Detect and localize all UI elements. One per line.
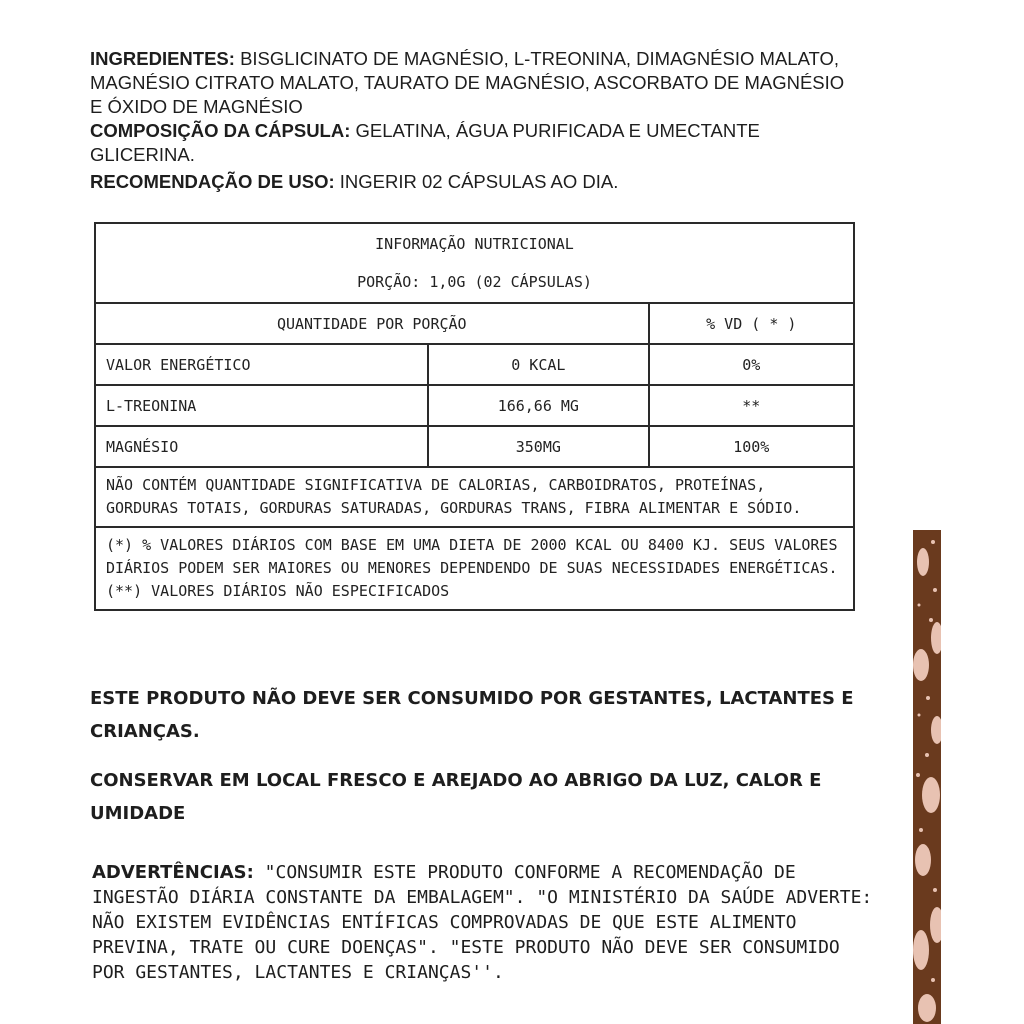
nutrition-header-row	[95, 303, 854, 344]
row-name: L-TREONINA	[95, 385, 428, 426]
usage-label: RECOMENDAÇÃO DE USO:	[90, 171, 335, 192]
header-vd: % VD ( * )	[649, 303, 854, 344]
usage-recommendation-paragraph	[90, 170, 860, 194]
ingredients-text: BISGLICINATO DE MAGNÉSIO, L-TREONINA, DIMAGNÉSIO MALATO, MAGNÉSIO CITRATO MALATO, TAURATO DE MAGNÉSIO, ASCORBATO DE MAGNÉSIO E ÓXIDO DE MAGNÉSIO	[90, 48, 845, 117]
row-vd: 0%	[649, 344, 854, 385]
unspecified-values-note: (**) VALORES DIÁRIOS NÃO ESPECIFICADOS	[106, 582, 450, 600]
table-row	[95, 344, 854, 385]
table-row	[95, 385, 854, 426]
nutrition-note-daily-values	[95, 527, 854, 610]
capsule-composition-paragraph	[90, 119, 860, 167]
storage-instructions: CONSERVAR EM LOCAL FRESCO E AREJADO AO ABRIGO DA LUZ, CALOR E UMIDADE	[90, 770, 822, 824]
capsule-label: COMPOSIÇÃO DA CÁPSULA:	[90, 120, 351, 141]
nutrition-portion: PORÇÃO: 1,0G (02 CÁPSULAS)	[357, 273, 592, 291]
nutrition-note-insignificant: NÃO CONTÉM QUANTIDADE SIGNIFICATIVA DE CALORIAS, CARBOIDRATOS, PROTEÍNAS, GORDURAS TOTAIS, GORDURAS SATURADAS, GORDURAS TRANS, FIBRA ALIMENTAR E SÓDIO.	[95, 467, 854, 527]
decorative-pattern-graphic	[913, 530, 941, 1024]
row-name: VALOR ENERGÉTICO	[95, 344, 428, 385]
table-row	[95, 426, 854, 467]
row-name: MAGNÉSIO	[95, 426, 428, 467]
nutrition-table	[94, 222, 855, 611]
row-vd: 100%	[649, 426, 854, 467]
row-amount: 350MG	[428, 426, 648, 467]
usage-text: INGERIR 02 CÁPSULAS AO DIA.	[339, 171, 619, 192]
row-amount: 166,66 MG	[428, 385, 648, 426]
nutrition-title: INFORMAÇÃO NUTRICIONAL	[375, 235, 574, 253]
daily-values-note: (*) % VALORES DIÁRIOS COM BASE EM UMA DIETA DE 2000 KCAL OU 8400 KJ. SEUS VALORES DIÁRIOS PODEM SER MAIORES OU MENORES DEPENDENDO DE SUAS NECESSIDADES ENERGÉTICAS.	[106, 536, 838, 577]
decorative-side-strip	[913, 530, 941, 1024]
capsule-text: GELATINA, ÁGUA PURIFICADA E UMECTANTE GLICERINA.	[90, 120, 760, 165]
row-amount: 0 KCAL	[428, 344, 648, 385]
ingredients-label: INGREDIENTES:	[90, 48, 235, 69]
pregnancy-warning: ESTE PRODUTO NÃO DEVE SER CONSUMIDO POR GESTANTES, LACTANTES E CRIANÇAS.	[90, 688, 854, 742]
warnings-label: ADVERTÊNCIAS:	[92, 862, 254, 883]
ingredients-paragraph	[90, 47, 860, 119]
warnings-text: "CONSUMIR ESTE PRODUTO CONFORME A RECOMENDAÇÃO DE INGESTÃO DIÁRIA CONSTANTE DA EMBALAGEM". "O MINISTÉRIO DA SAÚDE ADVERTE: NÃO EXISTEM EVIDÊNCIAS ENTÍFICAS COMPROVADAS DE QUE ESTE ALIMENTO PREVINA, TRATE OU CURE DOENÇAS". "ESTE PRODUTO NÃO DEVE SER CONSUMIDO POR GESTANTES, LACTANTES E CRIANÇAS''.	[92, 862, 873, 983]
warnings-paragraph	[92, 860, 882, 985]
row-vd: **	[649, 385, 854, 426]
nutrition-title-cell	[95, 223, 854, 303]
header-quantity: QUANTIDADE POR PORÇÃO	[95, 303, 649, 344]
